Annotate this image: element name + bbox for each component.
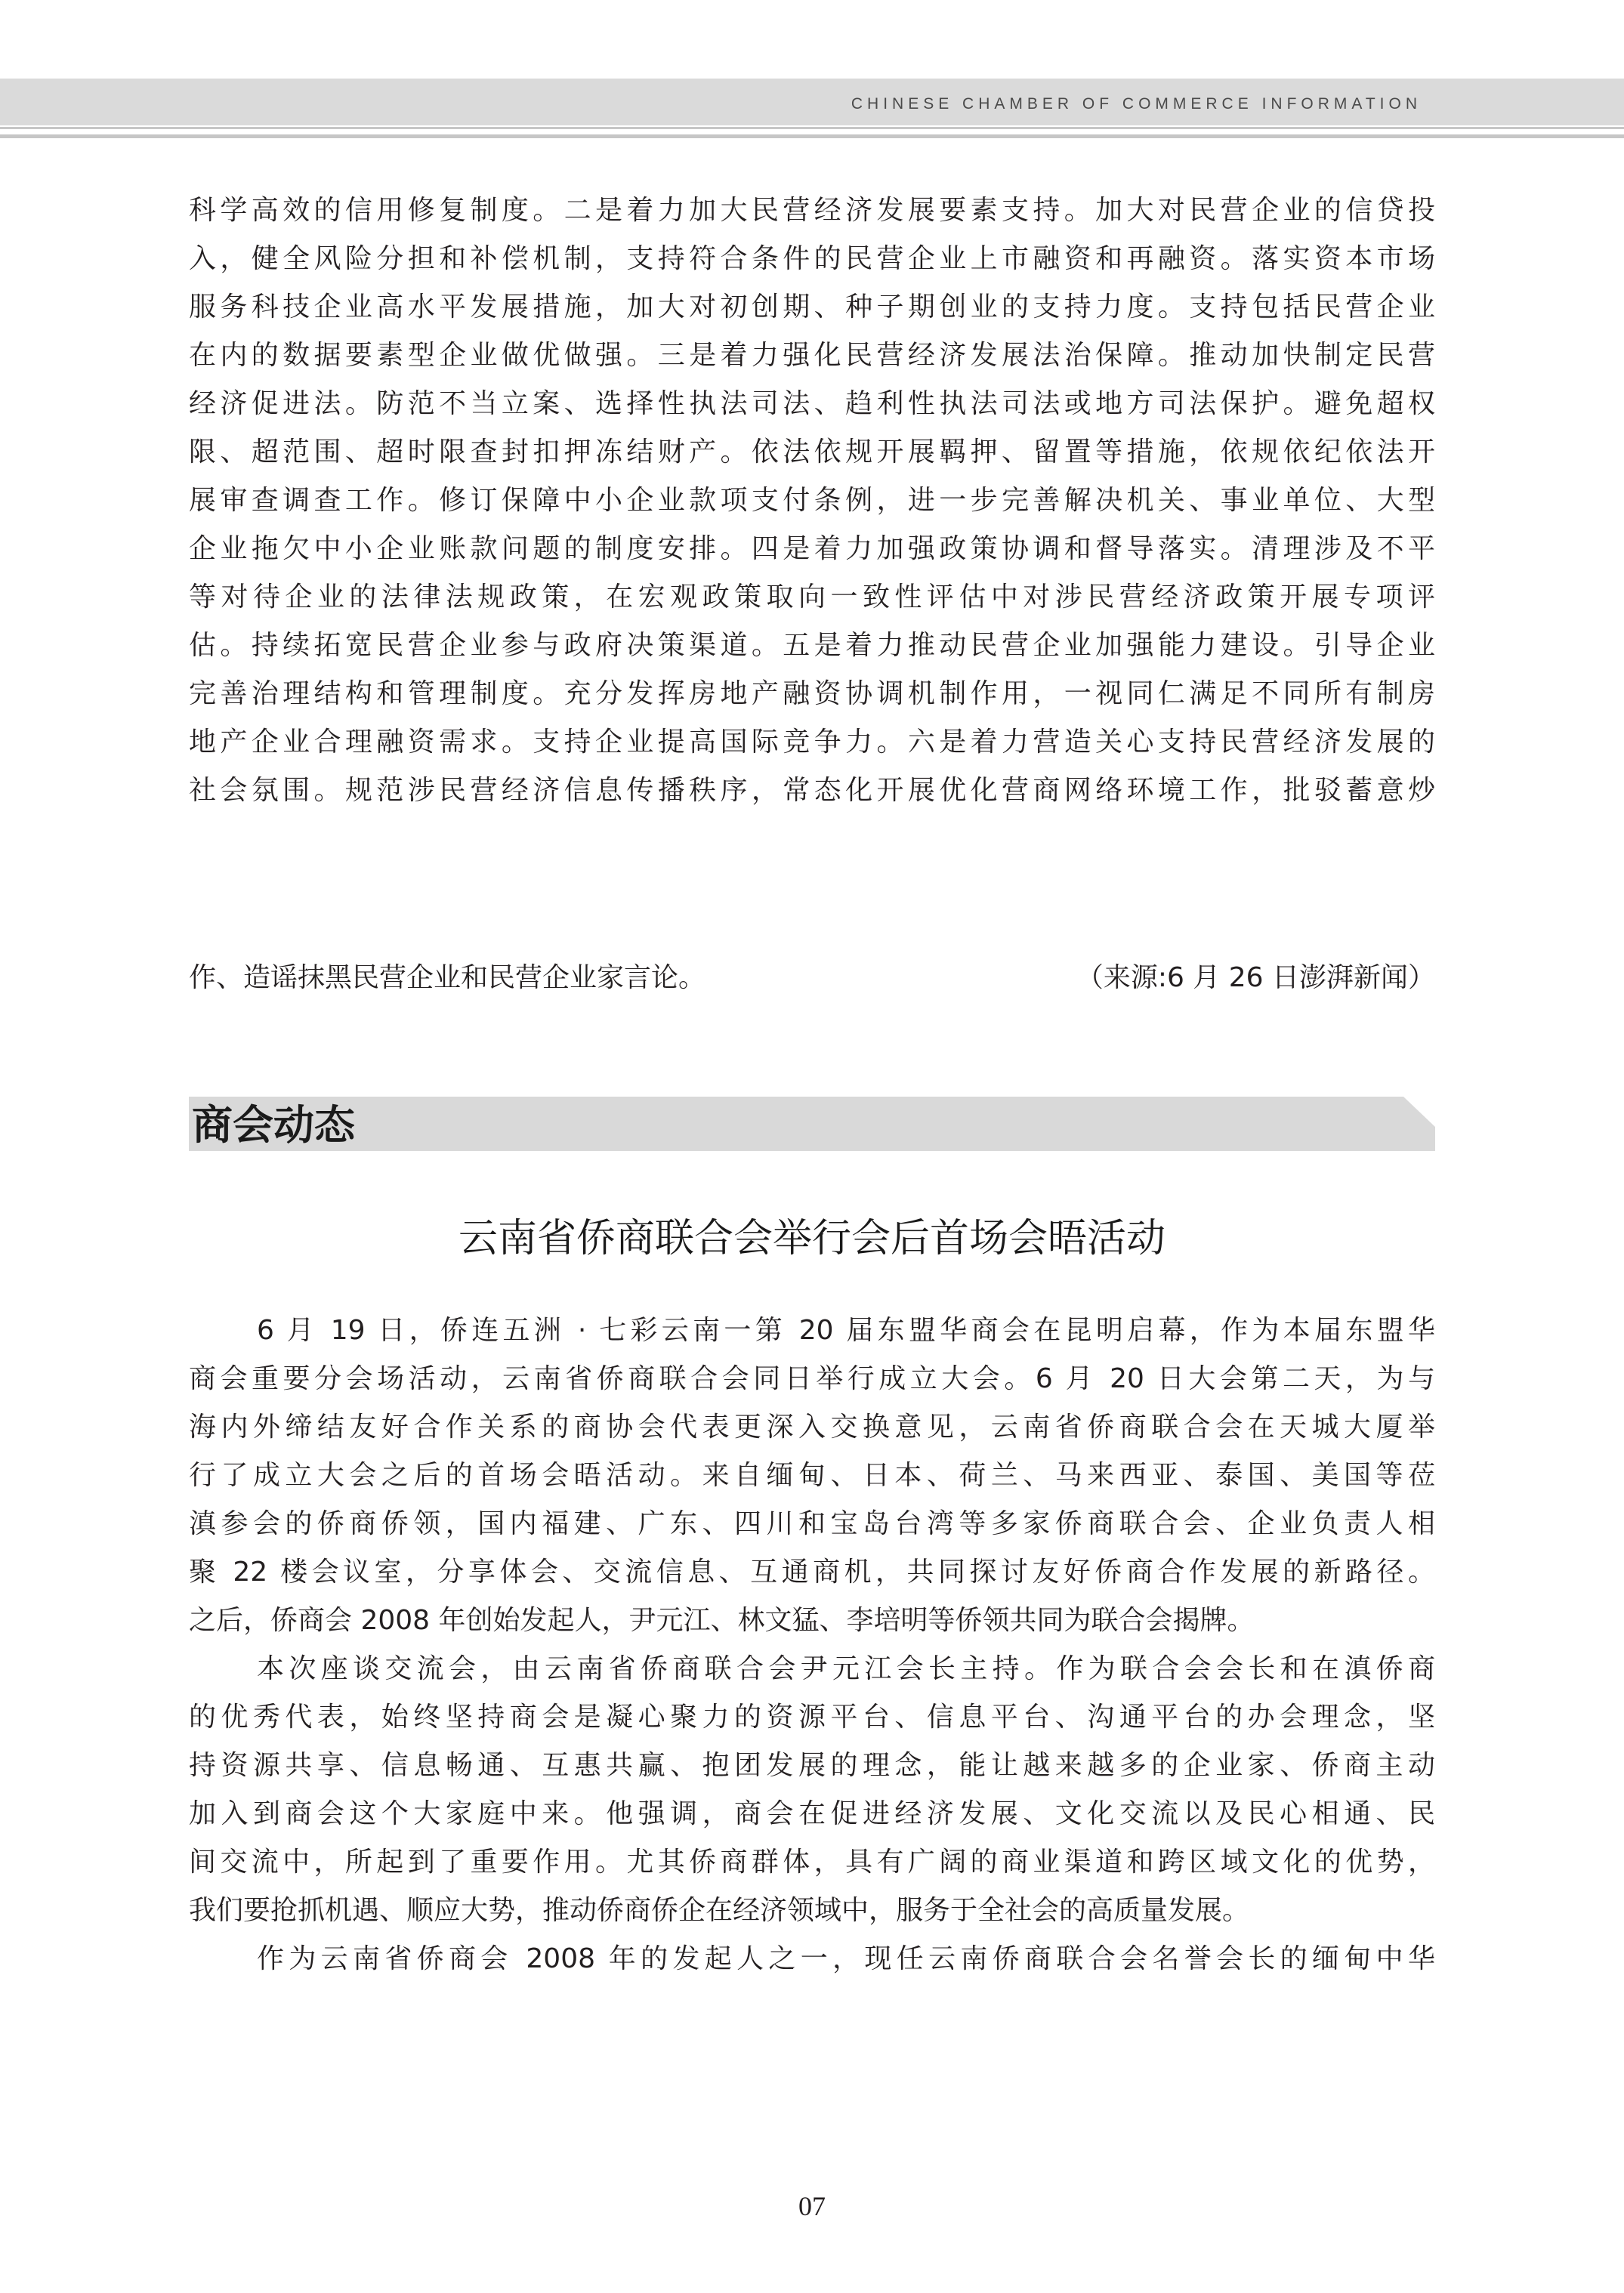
article2-paragraph3 bbox=[189, 1935, 1435, 1983]
article1-line: 企业拖欠中小企业账款问题的制度安排。四是着力加强政策协调和督导落实。清理涉及不平 bbox=[189, 533, 1435, 564]
article1-final-line: 作、造谣抹黑民营企业和民营企业家言论。 bbox=[189, 962, 706, 993]
header-rule-bottom bbox=[0, 134, 1624, 138]
article2-line: 商会重要分会场活动，云南省侨商联合会同日举行成立大会。6 月 20 日大会第二天，为与 bbox=[189, 1363, 1435, 1394]
header-rule-top bbox=[0, 127, 1624, 129]
article1-line: 限、超范围、超时限查封扣押冻结财产。依法依规开展羁押、留置等措施，依规依纪依法开 bbox=[189, 437, 1435, 468]
article2-paragraph1 bbox=[189, 1307, 1435, 1645]
article2-line: 加入到商会这个大家庭中来。他强调，商会在促进经济发展、文化交流以及民心相通、民 bbox=[189, 1798, 1435, 1829]
article1-line: 等对待企业的法律法规政策，在宏观政策取向一致性评估中对涉民营经济政策开展专项评 bbox=[189, 582, 1435, 613]
article1-line: 完善治理结构和管理制度。充分发挥房地产融资协调机制作用，一视同仁满足不同所有制房 bbox=[189, 678, 1435, 709]
article2-paragraph2 bbox=[189, 1645, 1435, 1935]
publication-header: CHINESE CHAMBER OF COMMERCE INFORMATION bbox=[851, 95, 1422, 113]
article2-line: 之后，侨商会 2008 年创始发起人，尹元江、林文猛、李培明等侨领共同为联合会揭牌。 bbox=[189, 1605, 1255, 1636]
article2-line: 本次座谈交流会，由云南省侨商联合会尹元江会长主持。作为联合会会长和在滇侨商 bbox=[257, 1653, 1435, 1684]
article2-title: 云南省侨商联合会举行会后首场会晤活动 bbox=[458, 1216, 1166, 1261]
article1-final-row bbox=[189, 954, 1435, 1002]
article2-line: 间交流中，所起到了重要作用。尤其侨商群体，具有广阔的商业渠道和跨区域文化的优势， bbox=[189, 1847, 1435, 1878]
article2-line: 作为云南省侨商会 2008 年的发起人之一，现任云南侨商联合会名誉会长的缅甸中华 bbox=[257, 1943, 1435, 1974]
article1-line: 服务科技企业高水平发展措施，加大对初创期、种子期创业的支持力度。支持包括民营企业 bbox=[189, 292, 1435, 323]
article2-line: 滇参会的侨商侨领，国内福建、广东、四川和宝岛台湾等多家侨商联合会、企业负责人相 bbox=[189, 1508, 1435, 1539]
section-banner-background bbox=[189, 1097, 1435, 1151]
article2-line: 6 月 19 日，侨连五洲 · 七彩云南一第 20 届东盟华商会在昆明启幕，作为本届东盟华 bbox=[257, 1315, 1435, 1346]
article1-line: 入，健全风险分担和补偿机制，支持符合条件的民营企业上市融资和再融资。落实资本市场 bbox=[189, 243, 1435, 274]
article2-line: 的优秀代表，始终坚持商会是凝心聚力的资源平台、信息平台、沟通平台的办会理念，坚 bbox=[189, 1702, 1435, 1733]
article1-line: 在内的数据要素型企业做优做强。三是着力强化民营经济发展法治保障。推动加快制定民营 bbox=[189, 340, 1435, 371]
article2-line: 行了成立大会之后的首场会晤活动。来自缅甸、日本、荷兰、马来西亚、泰国、美国等莅 bbox=[189, 1460, 1435, 1491]
article1-line: 地产企业合理融资需求。支持企业提高国际竞争力。六是着力营造关心支持民营经济发展的 bbox=[189, 727, 1435, 758]
article1-line: 展审查调查工作。修订保障中小企业款项支付条例，进一步完善解决机关、事业单位、大型 bbox=[189, 485, 1435, 516]
article1-line: 科学高效的信用修复制度。二是着力加大民营经济发展要素支持。加大对民营企业的信贷投 bbox=[189, 195, 1435, 226]
section-title: 商会动态 bbox=[192, 1100, 355, 1149]
section-banner bbox=[189, 1097, 1435, 1151]
article1-body bbox=[189, 187, 1435, 815]
article2-line: 我们要抢抓机遇、顺应大势，推动侨商侨企在经济领域中，服务于全社会的高质量发展。 bbox=[189, 1895, 1250, 1926]
article1-line: 估。持续拓宽民营企业参与政府决策渠道。五是着力推动民营企业加强能力建设。引导企业 bbox=[189, 630, 1435, 661]
article1-source: （来源:6 月 26 日澎湃新闻） bbox=[1076, 962, 1435, 993]
article1-line: 经济促进法。防范不当立案、选择性执法司法、趋利性执法司法或地方司法保护。避免超权 bbox=[189, 388, 1435, 419]
article2-line: 持资源共享、信息畅通、互惠共赢、抱团发展的理念，能让越来越多的企业家、侨商主动 bbox=[189, 1750, 1435, 1781]
article2-line: 聚 22 楼会议室，分享体会、交流信息、互通商机，共同探讨友好侨商合作发展的新路径。 bbox=[189, 1557, 1435, 1588]
article2-line: 海内外缔结友好合作关系的商协会代表更深入交换意见，云南省侨商联合会在天城大厦举 bbox=[189, 1412, 1435, 1443]
page-number: 07 bbox=[798, 2191, 826, 2221]
article1-line: 社会氛围。规范涉民营经济信息传播秩序，常态化开展优化营商网络环境工作，批驳蓄意炒 bbox=[189, 775, 1435, 806]
